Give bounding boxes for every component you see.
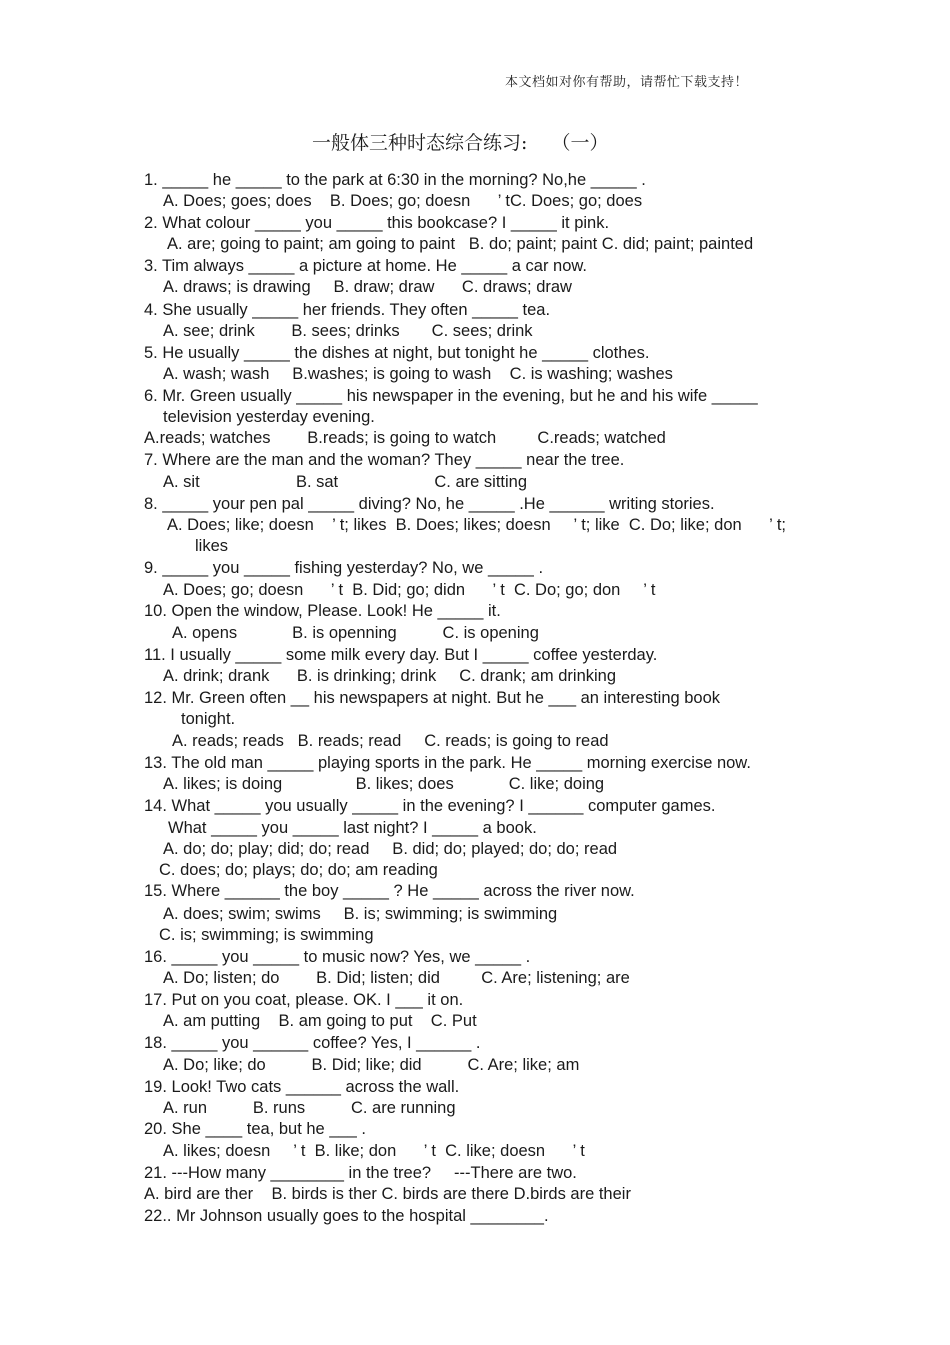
question-7: 7. Where are the man and the woman? They _____ near the tree. (144, 451, 625, 469)
question-1: 1. _____ he _____ to the park at 6:30 in the morning? No,he _____ . (144, 171, 646, 189)
question-3: 3. Tim always _____ a picture at home. He _____ a car now. (144, 257, 588, 275)
options-17: A. am putting B. am going to put C. Put (163, 1012, 477, 1030)
options-18: A. Do; like; do B. Did; like; did C. Are; like; am (163, 1056, 580, 1074)
question-2: 2. What colour _____ you _____ this bookcase? I _____ it pink. (144, 214, 610, 232)
question-6: 6. Mr. Green usually _____ his newspaper in the evening, but he and his wife _____ (144, 387, 758, 405)
options-10: A. opens B. is openning C. is opening (172, 624, 539, 642)
options-14: A. do; do; play; did; do; read B. did; do; played; do; do; read (163, 840, 618, 858)
question-12-continued: tonight. (181, 710, 236, 728)
question-10: 10. Open the window, Please. Look! He _____ it. (144, 602, 501, 620)
question-4: 4. She usually _____ her friends. They often _____ tea. (144, 301, 551, 319)
question-16: 16. _____ you _____ to music now? Yes, we _____ . (144, 948, 531, 966)
question-14: 14. What _____ you usually _____ in the evening? I ______ computer games. (144, 797, 716, 815)
options-19: A. run B. runs C. are running (163, 1099, 456, 1117)
options-2: A. are; going to paint; am going to paint B. do; paint; paint C. did; paint; painted (167, 235, 754, 253)
document-title: 一般体三种时态综合练习: （一） (312, 132, 609, 154)
options-15: A. does; swim; swims B. is; swimming; is swimming (163, 905, 558, 923)
options-11: A. drink; drank B. is drinking; drink C. drank; am drinking (163, 667, 617, 685)
options-6: A.reads; watches B.reads; is going to watch C.reads; watched (144, 429, 666, 447)
question-17: 17. Put on you coat, please. OK. I ___ it on. (144, 991, 464, 1009)
question-14-second-part: What _____ you _____ last night? I _____ a book. (168, 819, 537, 837)
options-12: A. reads; reads B. reads; read C. reads; is going to read (172, 732, 609, 750)
question-18: 18. _____ you ______ coffee? Yes, I ______ . (144, 1034, 481, 1052)
question-15: 15. Where ______ the boy _____ ? He _____ across the river now. (144, 882, 635, 900)
question-11: 11. I usually _____ some milk every day. But I _____ coffee yesterday. (144, 646, 658, 664)
question-5: 5. He usually _____ the dishes at night, but tonight he _____ clothes. (144, 344, 650, 362)
question-21: 21. ---How many ________ in the tree? ---There are two. (144, 1164, 577, 1182)
options-5: A. wash; wash B.washes; is going to wash C. is washing; washes (163, 365, 673, 383)
question-9: 9. _____ you _____ fishing yesterday? No, we _____ . (144, 559, 544, 577)
options-1: A. Does; goes; does B. Does; go; doesn ’ tC. Does; go; does (163, 192, 643, 210)
question-8: 8. _____ your pen pal _____ diving? No, he _____ .He ______ writing stories. (144, 495, 715, 513)
question-22: 22.. Mr Johnson usually goes to the hospital ________. (144, 1207, 549, 1225)
options-20: A. likes; doesn ’ t B. like; don ’ t C. like; doesn ’ t (163, 1142, 585, 1160)
options-3: A. draws; is drawing B. draw; draw C. draws; draw (163, 278, 572, 296)
options-15-continued: C. is; swimming; is swimming (159, 926, 374, 944)
question-13: 13. The old man _____ playing sports in the park. He _____ morning exercise now. (144, 754, 751, 772)
options-8: A. Does; like; doesn ’ t; likes B. Does; likes; doesn ’ t; like C. Do; like; don ’ t; (167, 516, 786, 534)
options-21: A. bird are ther B. birds is ther C. birds are there D.birds are their (144, 1185, 631, 1203)
question-20: 20. She ____ tea, but he ___ . (144, 1120, 367, 1138)
options-9: A. Does; go; doesn ’ t B. Did; go; didn ’ t C. Do; go; don ’ t (163, 581, 656, 599)
header-note: 本文档如对你有帮助，请帮忙下载支持！ (505, 75, 749, 90)
options-4: A. see; drink B. sees; drinks C. sees; drink (163, 322, 533, 340)
options-16: A. Do; listen; do B. Did; listen; did C. Are; listening; are (163, 969, 630, 987)
question-6-continued: television yesterday evening. (163, 408, 375, 426)
options-8-continued: likes (195, 537, 229, 555)
options-14-continued: C. does; do; plays; do; do; am reading (159, 861, 438, 879)
options-13: A. likes; is doing B. likes; does C. like; doing (163, 775, 605, 793)
question-12: 12. Mr. Green often __ his newspapers at night. But he ___ an interesting book (144, 689, 721, 707)
question-19: 19. Look! Two cats ______ across the wall. (144, 1078, 460, 1096)
options-7: A. sit B. sat C. are sitting (163, 473, 528, 491)
